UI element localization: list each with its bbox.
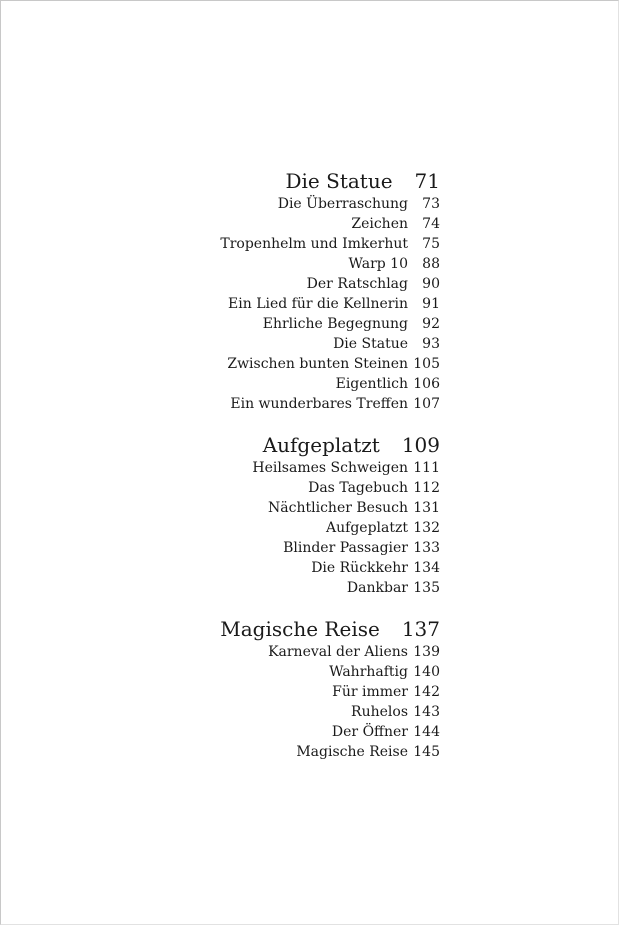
entry-title: Dankbar bbox=[346, 580, 408, 596]
entry-page-number: 91 bbox=[422, 296, 440, 312]
entry-page-number: 75 bbox=[422, 236, 440, 252]
entry-page-number: 106 bbox=[413, 376, 440, 392]
entry-title: Zeichen bbox=[351, 216, 408, 232]
entry-title: Blinder Passagier bbox=[283, 540, 408, 556]
toc-entry bbox=[140, 458, 440, 478]
entry-page-number: 139 bbox=[413, 644, 440, 660]
toc-entry bbox=[140, 194, 440, 214]
section-title: Magische Reise bbox=[220, 617, 380, 641]
entry-page-number: 144 bbox=[413, 724, 440, 740]
toc-entry bbox=[140, 254, 440, 274]
entry-title: Karneval der Aliens bbox=[268, 644, 408, 660]
entry-page-number: 112 bbox=[413, 480, 440, 496]
entry-title: Wahrhaftig bbox=[329, 664, 408, 680]
section-title: Die Statue bbox=[285, 169, 393, 193]
toc-entry bbox=[140, 682, 440, 702]
entry-title: Aufgeplatzt bbox=[326, 520, 408, 536]
entry-title: Für immer bbox=[332, 684, 408, 700]
entry-page-number: 131 bbox=[413, 500, 440, 516]
toc-entry bbox=[140, 538, 440, 558]
toc-entry bbox=[140, 234, 440, 254]
section-page-number: 109 bbox=[401, 433, 440, 457]
entry-page-number: 105 bbox=[413, 356, 440, 372]
toc-entry bbox=[140, 334, 440, 354]
section-page-number: 71 bbox=[414, 169, 440, 193]
entry-page-number: 140 bbox=[413, 664, 440, 680]
section-heading bbox=[140, 432, 440, 458]
entry-page-number: 90 bbox=[422, 276, 440, 292]
entry-title: Die Rückkehr bbox=[311, 560, 408, 576]
toc-section bbox=[140, 616, 440, 762]
entry-title: Tropenhelm und Imkerhut bbox=[220, 236, 408, 252]
entry-title: Zwischen bunten Steinen bbox=[227, 356, 408, 372]
entry-title: Heilsames Schweigen bbox=[252, 460, 408, 476]
entry-title: Die Überraschung bbox=[277, 196, 408, 212]
entry-page-number: 145 bbox=[413, 744, 440, 760]
entry-title: Der Öffner bbox=[331, 724, 408, 740]
toc-entry bbox=[140, 578, 440, 598]
section-page-number: 137 bbox=[401, 617, 440, 641]
entry-title: Das Tagebuch bbox=[308, 480, 408, 496]
toc-entry bbox=[140, 702, 440, 722]
entry-title: Der Ratschlag bbox=[306, 276, 408, 292]
entry-title: Warp 10 bbox=[348, 256, 408, 272]
toc-entry bbox=[140, 662, 440, 682]
entry-title: Ruhelos bbox=[351, 704, 408, 720]
toc-section bbox=[140, 168, 440, 414]
toc-entry bbox=[140, 214, 440, 234]
entry-title: Ein wunderbares Treffen bbox=[230, 396, 408, 412]
entry-page-number: 74 bbox=[422, 216, 440, 232]
entry-title: Eigentlich bbox=[335, 376, 408, 392]
entry-page-number: 135 bbox=[413, 580, 440, 596]
toc-entry bbox=[140, 314, 440, 334]
entry-title: Die Statue bbox=[333, 336, 408, 352]
toc-entry bbox=[140, 394, 440, 414]
entry-page-number: 134 bbox=[413, 560, 440, 576]
entry-page-number: 142 bbox=[413, 684, 440, 700]
entry-page-number: 73 bbox=[422, 196, 440, 212]
section-title: Aufgeplatzt bbox=[262, 433, 380, 457]
toc-entry bbox=[140, 742, 440, 762]
toc-section bbox=[140, 432, 440, 598]
entry-title: Ehrliche Begegnung bbox=[262, 316, 408, 332]
toc-entry bbox=[140, 294, 440, 314]
entry-title: Magische Reise bbox=[296, 744, 408, 760]
toc-entry bbox=[140, 478, 440, 498]
section-heading bbox=[140, 616, 440, 642]
entry-page-number: 92 bbox=[422, 316, 440, 332]
toc-entry bbox=[140, 274, 440, 294]
toc-entry bbox=[140, 354, 440, 374]
entry-page-number: 88 bbox=[422, 256, 440, 272]
toc-entry bbox=[140, 642, 440, 662]
section-heading bbox=[140, 168, 440, 194]
entry-page-number: 107 bbox=[413, 396, 440, 412]
entry-page-number: 133 bbox=[413, 540, 440, 556]
toc-entry bbox=[140, 518, 440, 538]
toc-entry bbox=[140, 374, 440, 394]
toc-entry bbox=[140, 498, 440, 518]
entry-page-number: 143 bbox=[413, 704, 440, 720]
entry-page-number: 111 bbox=[413, 460, 440, 476]
table-of-contents bbox=[140, 168, 440, 780]
entry-title: Nächtlicher Besuch bbox=[268, 500, 408, 516]
toc-entry bbox=[140, 558, 440, 578]
entry-page-number: 132 bbox=[413, 520, 440, 536]
toc-entry bbox=[140, 722, 440, 742]
entry-title: Ein Lied für die Kellnerin bbox=[228, 296, 408, 312]
entry-page-number: 93 bbox=[422, 336, 440, 352]
